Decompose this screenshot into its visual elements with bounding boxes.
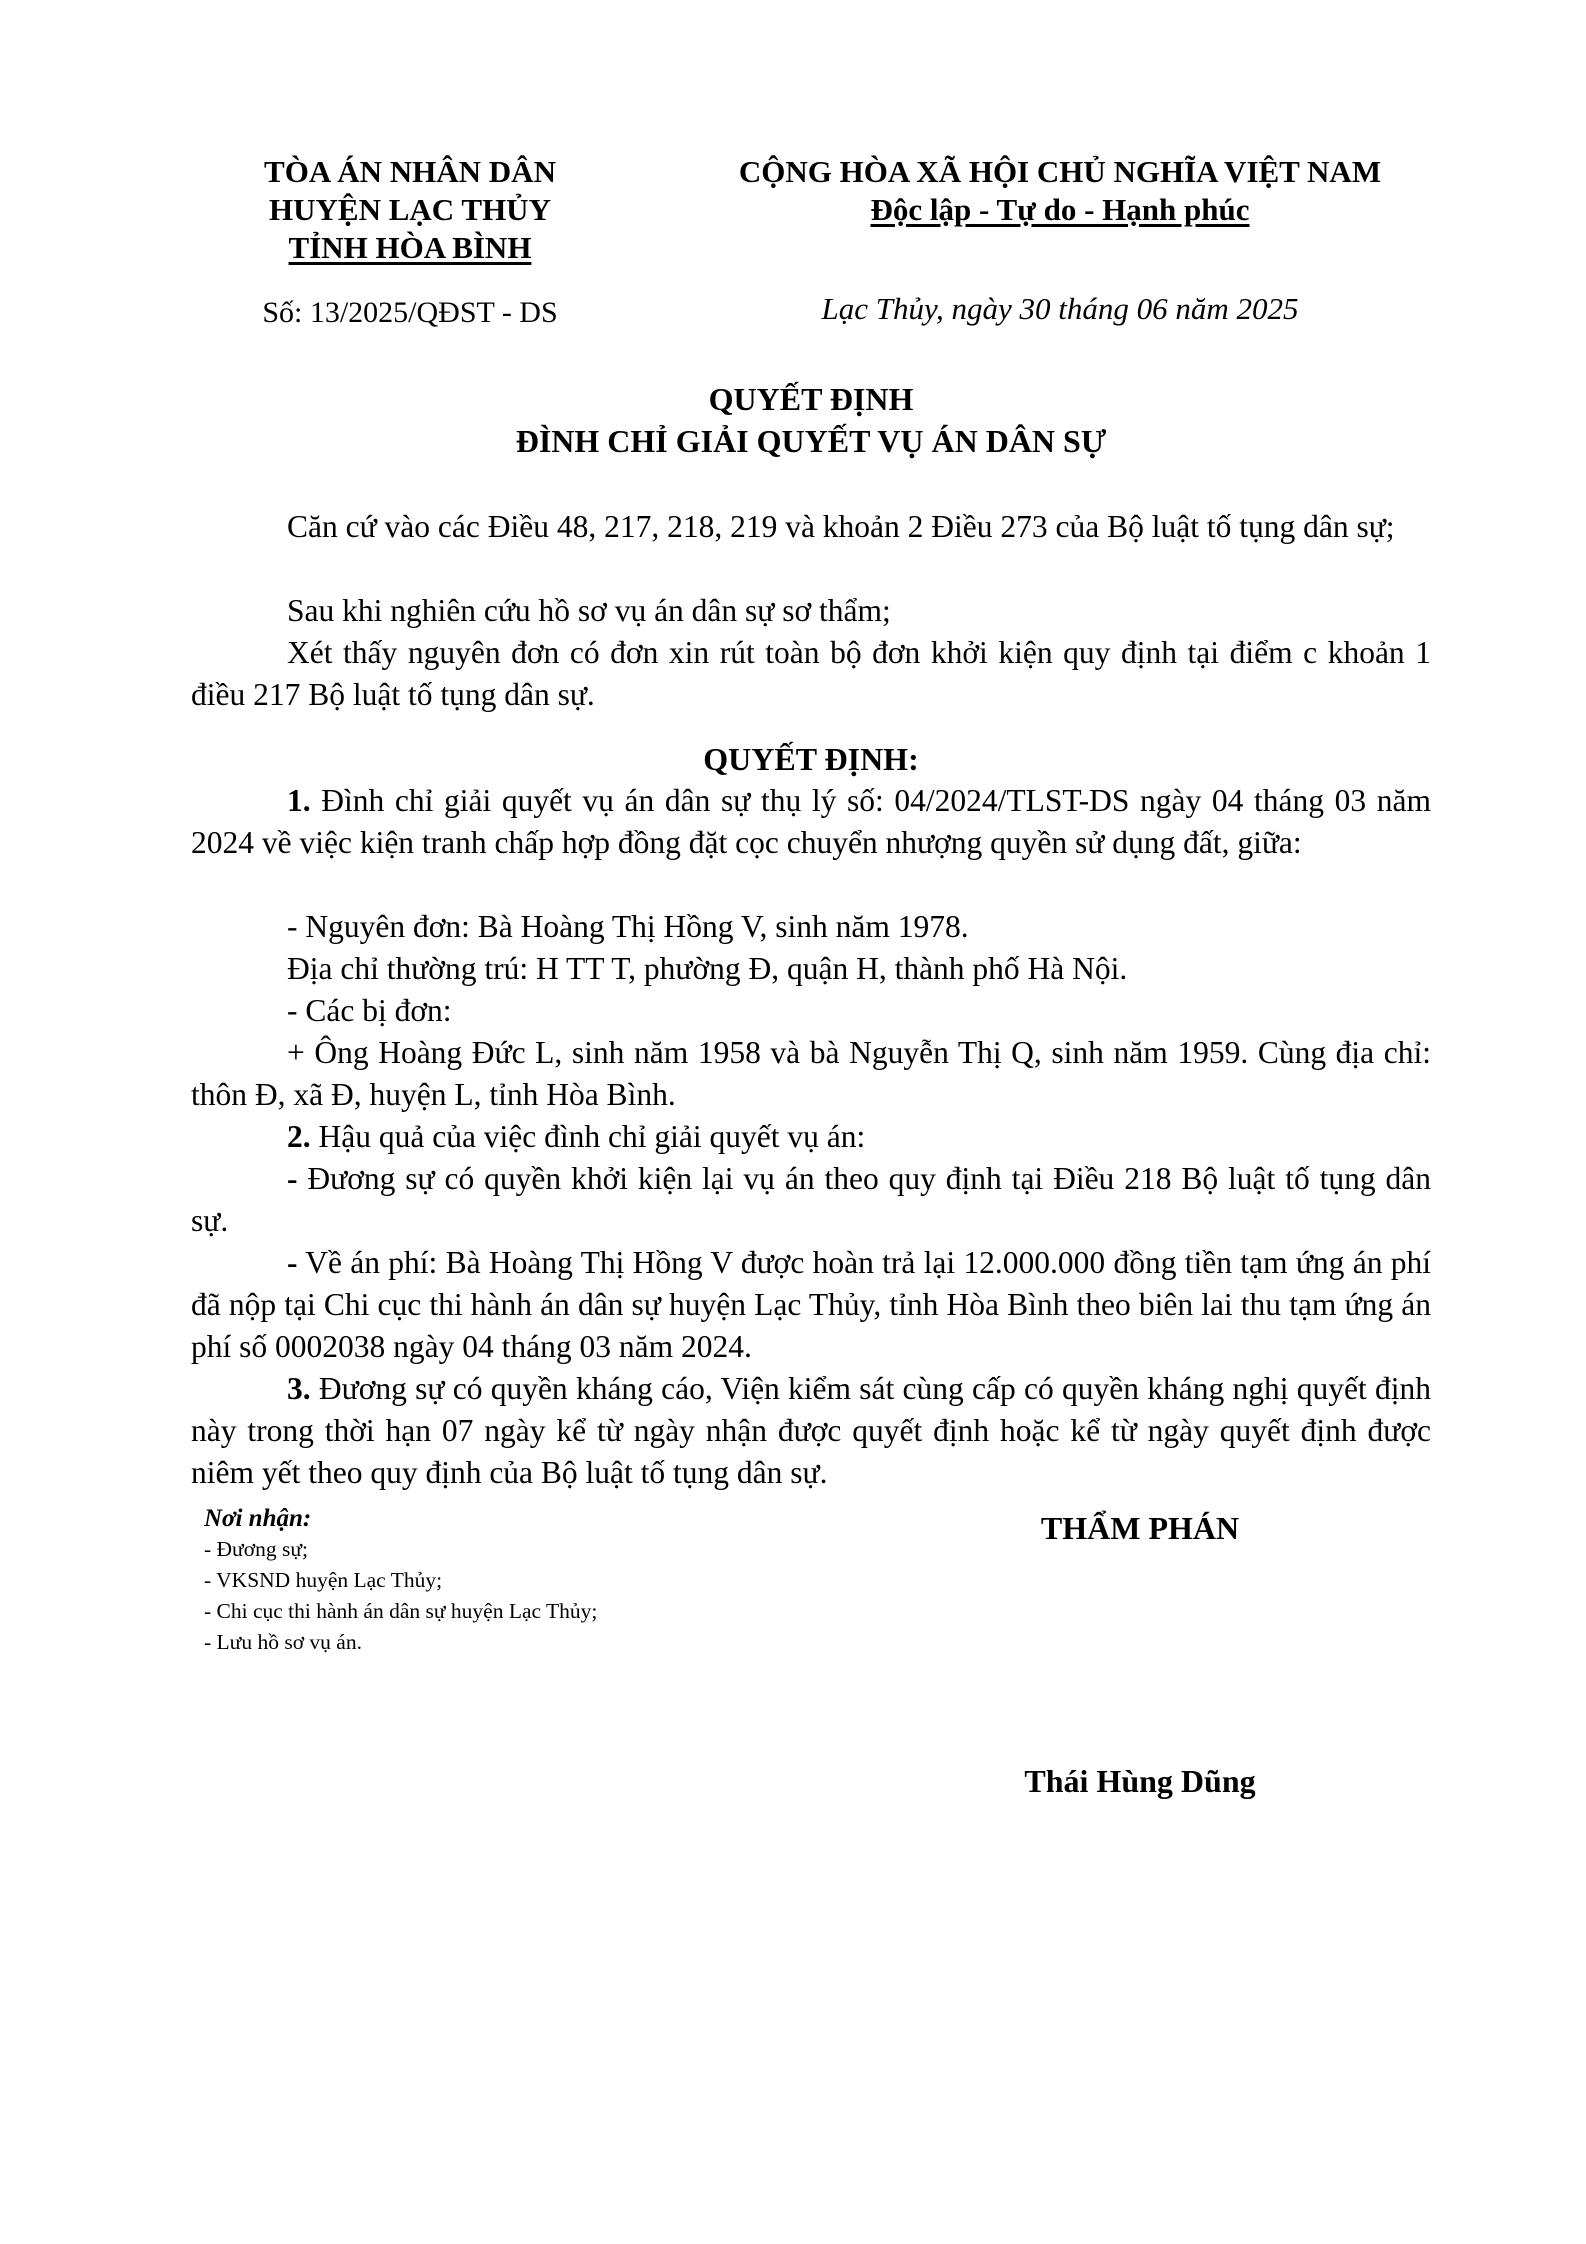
preamble-legal-basis: Căn cứ vào các Điều 48, 217, 218, 219 và khoản 2 Điều 273 của Bộ luật tố tụng dân sự;: [287, 509, 1395, 544]
court-name-line1: TÒA ÁN NHÂN DÂN: [264, 154, 556, 189]
recipients-label: Nơi nhận:: [204, 1505, 312, 1532]
recipients-block: [204, 1504, 844, 1658]
decision-number: Số: 13/2025/QĐST - DS: [262, 296, 558, 329]
item-2-text: Hậu quả của việc đình chỉ giải quyết vụ án:: [310, 1119, 866, 1154]
court-name-line2: HUYỆN LẠC THỦY: [269, 192, 551, 227]
motto: Độc lập - Tự do - Hạnh phúc: [870, 192, 1250, 227]
court-name-line3: [200, 229, 620, 267]
decision-heading: QUYẾT ĐỊNH:: [703, 741, 919, 777]
recipient-item: - VKSND huyện Lạc Thủy;: [204, 1568, 443, 1592]
plaintiff: - Nguyên đơn: Bà Hoàng Thị Hồng V, sinh năm 1978.: [287, 909, 969, 944]
country-name: CỘNG HÒA XÃ HỘI CHỦ NGHĨA VIỆT NAM: [738, 154, 1382, 189]
item-2-number: 2.: [287, 1119, 311, 1154]
issue-date: Lạc Thủy, ngày 30 tháng 06 năm 2025: [821, 291, 1299, 326]
item-2-sub1-text: Đương sự có quyền khởi kiện lại vụ án theo quy định tại Điều 218 Bộ luật tố tụng dân sự.: [191, 1161, 1431, 1238]
defendants-label: - Các bị đơn:: [287, 993, 452, 1028]
recipient-item: - Chi cục thi hành án dân sự huyện Lạc Thủy;: [204, 1599, 598, 1623]
document-title: [191, 378, 1431, 462]
title-line2: ĐÌNH CHỈ GIẢI QUYẾT VỤ ÁN DÂN SỰ: [515, 423, 1107, 459]
plaintiff-address: Địa chỉ thường trú: H TT T, phường Đ, quận H, thành phố Hà Nội.: [287, 951, 1128, 986]
preamble-review: Sau khi nghiên cứu hồ sơ vụ án dân sự sơ thẩm;: [287, 593, 891, 628]
recipient-item: - Đương sự;: [204, 1537, 308, 1561]
item-2-sub2-text: Về án phí: Bà Hoàng Thị Hồng V được hoàn trả lại 12.000.000 đồng tiền tạm ứng án phí đã nộp tại Chi cục thi hành án dân sự huyện Lạc Thủy, tỉnh Hòa Bình theo biên lai thu tạm ứng án phí số 0002038 ngày 04 tháng 03 năm 2024.: [191, 1245, 1431, 1364]
motto-line: [640, 191, 1480, 229]
item-2-court-fee: [191, 1242, 1431, 1368]
court-province: TỈNH HÒA BÌNH: [288, 230, 532, 265]
defendants: + Ông Hoàng Đức L, sinh năm 1958 và bà Nguyễn Thị Q, sinh năm 1959. Cùng địa chỉ: thôn Đ, xã Đ, huyện L, tỉnh Hòa Bình.: [191, 1035, 1431, 1112]
item-3-text: Đương sự có quyền kháng cáo, Viện kiểm sát cùng cấp có quyền kháng nghị quyết định này trong thời hạn 07 ngày kể từ ngày nhận được quyết định hoặc kể từ ngày quyết định được niêm yết theo quy định của Bộ luật tố tụng dân sự.: [191, 1371, 1431, 1490]
item-3: [191, 1368, 1431, 1494]
item-1: [191, 780, 1431, 864]
item-2-right-to-sue: [191, 1158, 1431, 1242]
item-1-text: Đình chỉ giải quyết vụ án dân sự thụ lý số: 04/2024/TLST-DS ngày 04 tháng 03 năm 2024 về việc kiện tranh chấp hợp đồng đặt cọc chuyển nhượng quyền sử dụng đất, giữa:: [191, 783, 1431, 860]
national-motto-block: [640, 153, 1480, 229]
title-line1: QUYẾT ĐỊNH: [708, 381, 914, 417]
recipient-item: - Lưu hồ sơ vụ án.: [204, 1630, 362, 1654]
court-name-block: [200, 153, 620, 267]
item-2-sub1-dash: -: [287, 1161, 298, 1196]
item-2: [191, 1116, 1431, 1158]
preamble-finding: Xét thấy nguyên đơn có đơn xin rút toàn bộ đơn khởi kiện quy định tại điểm c khoản 1 điều 217 Bộ luật tố tụng dân sự.: [191, 635, 1431, 712]
signature-title: THẨM PHÁN: [1040, 1510, 1240, 1546]
signer-name: Thái Hùng Dũng: [1024, 1763, 1256, 1799]
item-3-number: 3.: [287, 1371, 311, 1406]
item-1-number: 1.: [287, 783, 311, 818]
item-2-sub2-dash: -: [287, 1245, 298, 1280]
